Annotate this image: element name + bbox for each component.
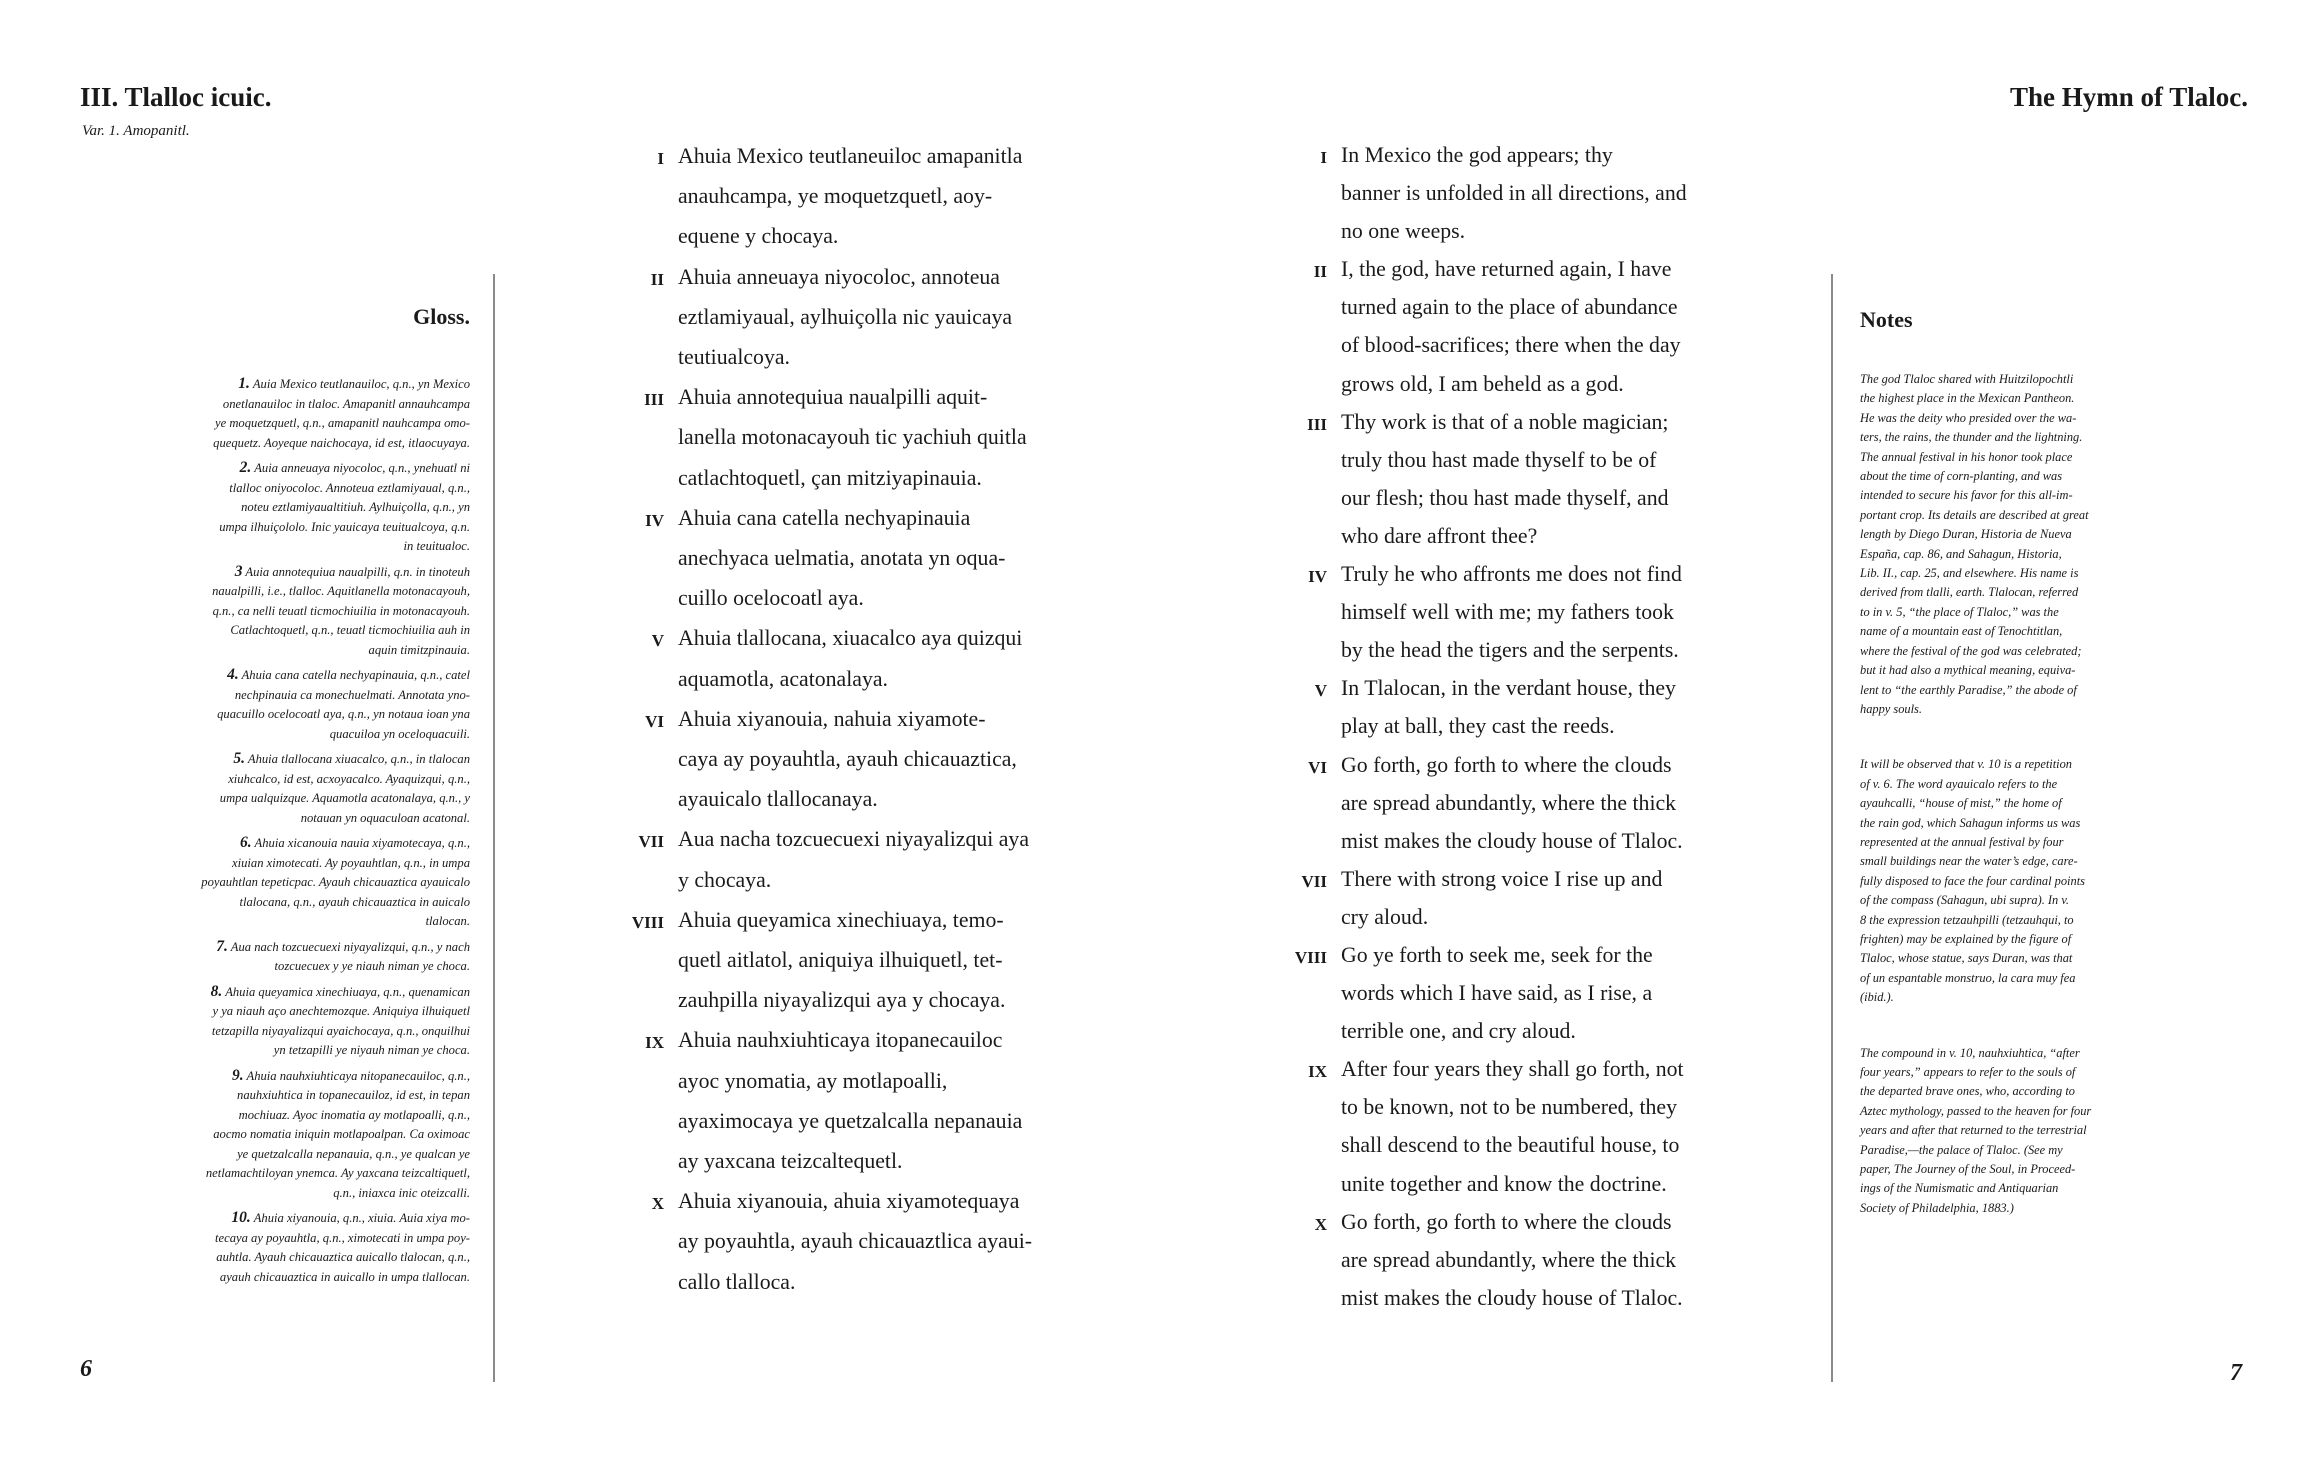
gloss-entry (148, 665, 470, 744)
note-line: but it had also a mythical meaning, equiva- (1860, 663, 2076, 678)
verse-line: Ahuia annotequiua naualpilli aquit- (678, 385, 988, 410)
note-line: España, cap. 86, and Sahagun, Historia, (1860, 546, 2062, 561)
gloss-column (148, 374, 470, 1292)
gloss-text: Aua nach tozcuecuexi niyayalizqui, q.n., y nach (230, 939, 470, 954)
verse (1275, 746, 1901, 860)
verse (612, 618, 1238, 698)
gloss-line (148, 414, 470, 434)
note-line: The god Tlaloc shared with Huitzilopochtli (1860, 372, 2074, 386)
gloss-text: nauhxiuhtica in topanecauiloz, id est, in tepan (237, 1088, 470, 1102)
gloss-text: Ahuia cana catella nechyapinauia, q.n., catel (241, 668, 470, 682)
verse-line: There with strong voice I rise up and (1341, 866, 1663, 891)
gloss-entry-number: 7. (216, 937, 228, 955)
gloss-line (148, 498, 470, 518)
left-column-divider (493, 274, 495, 1382)
note-line: portant crop. Its details are described at great (1860, 507, 2089, 522)
verse-number: V (1314, 681, 1327, 701)
verse-line: who dare affront thee? (1341, 523, 1538, 548)
verse-line: to be known, not to be numbered, they (1341, 1095, 1677, 1120)
gloss-text: ye moquetzquetl, q.n., amapanitl nauhcampa omo- (215, 416, 470, 430)
verse-line: catlachtoquetl, çan mitziyapinauia. (678, 465, 982, 490)
verse-number: VI (1308, 757, 1327, 777)
gloss-line (148, 458, 470, 479)
note-line: The compound in v. 10, nauhxiuhtica, “after (1860, 1045, 2080, 1060)
verse-line: shall descend to the beautiful house, to (1341, 1133, 1680, 1158)
verse-line: equene y chocaya. (678, 224, 839, 249)
verse-number: IV (1308, 567, 1327, 587)
verse-line: turned again to the place of abundance (1341, 295, 1678, 320)
verse-line: mist makes the cloudy house of Tlaloc. (1341, 828, 1683, 853)
gloss-text: Auia annotequiua naualpilli, q.n. in tinoteuh (245, 564, 470, 579)
gloss-line (148, 1164, 470, 1184)
gloss-line (148, 665, 470, 686)
verse (1275, 1203, 1901, 1317)
gloss-text: nechpinauia ca monechuelmati. Annotata yno- (234, 687, 470, 702)
verse-line: are spread abundantly, where the thick (1341, 1247, 1677, 1272)
gloss-line (148, 1248, 470, 1268)
verse-line: mist makes the cloudy house of Tlaloc. (1341, 1285, 1683, 1310)
verse-line: words which I have said, as I rise, a (1341, 981, 1653, 1006)
verse-number: X (1314, 1214, 1327, 1234)
verse-line: ayoc ynomatia, ay motlapoalli, (678, 1068, 948, 1093)
verse-line: teutiualcoya. (678, 345, 790, 370)
gloss-text: aocmo nomatia iniquin motlapoalpan. Ca oximoac (213, 1127, 470, 1141)
verse-line: lanella motonacayouh tic yachiuh quitla (678, 425, 1027, 450)
verse-line: Ahuia Mexico teutlaneuiloc amapanitla (678, 144, 1023, 168)
gloss-line (148, 770, 470, 790)
gloss-line (148, 602, 470, 622)
gloss-text: onetlanauiloc in tlaloc. Amapanitl annauhcampa (222, 396, 470, 411)
verse-line: Go forth, go forth to where the clouds (1341, 1209, 1672, 1234)
gloss-entry-number: 1. (238, 375, 250, 392)
verse-line: aquamotla, acatonalaya. (678, 666, 888, 691)
verse-line: quetl aitlatol, aniquiya ilhuiquetl, tet- (678, 948, 1003, 973)
verse (612, 1181, 1238, 1302)
left-page-number: 6 (80, 1356, 92, 1382)
note-paragraph (1860, 755, 2122, 1007)
gloss-text: xiuian ximotecati. Ay poyauhtlan, q.n., in umpa (232, 855, 470, 870)
verse-line: ayaximocaya ye quetzalcalla nepanauia (678, 1108, 1023, 1133)
verse-number: III (1307, 414, 1327, 434)
verse-line: callo tlalloca. (678, 1269, 796, 1294)
verse (612, 900, 1238, 1021)
verse-line: Ahuia xiyanouia, ahuia xiyamotequaya (678, 1189, 1020, 1214)
gloss-entry (148, 982, 470, 1061)
gloss-entry (148, 562, 470, 661)
gloss-text: quacuiloa yn oceloquacuili. (329, 726, 470, 741)
gloss-entry-number: 9. (231, 1066, 244, 1084)
note-line: years and after that returned to the terrestrial (1860, 1123, 2087, 1138)
gloss-text: aquin timitzpinauia. (368, 642, 470, 657)
gloss-line (148, 893, 470, 913)
gloss-line (148, 1268, 470, 1288)
verse (612, 498, 1238, 619)
verse-line: Ahuia tlallocana, xiuacalco aya quizqui (678, 626, 1023, 651)
gloss-line (148, 982, 470, 1003)
note-line: (ibid.). (1860, 990, 1894, 1005)
gloss-text: ye quetzalcalla nepanauia, q.n., ye qualcan ye (237, 1146, 470, 1161)
note-line: It will be observed that v. 10 is a repetition (1860, 757, 2072, 772)
note-line: the departed brave ones, who, according to (1860, 1084, 2075, 1099)
gloss-text: tlalocan. (425, 914, 470, 928)
note-line: the rain god, which Sahagun informs us was (1860, 815, 2081, 830)
right-page-number: 7 (2230, 1360, 2242, 1386)
note-line: frighten) may be explained by the figure of (1860, 931, 2072, 946)
gloss-line (148, 1041, 470, 1061)
verse-line: ay poyauhtla, ayauh chicauaztlica ayaui- (678, 1229, 1033, 1254)
verse-line: caya ay poyauhtla, ayauh chicauaztica, (678, 747, 1017, 772)
verse-number: II (650, 269, 664, 289)
verse-line: After four years they shall go forth, not (1341, 1057, 1684, 1082)
note-line: small buildings near the water’s edge, care- (1860, 854, 2078, 869)
verse-number: VI (645, 711, 664, 731)
verse-number: VII (1301, 871, 1327, 891)
gloss-text: tlalocana, q.n., ayauh chicauaztica in auicalo (239, 894, 470, 909)
english-verse-column (1275, 136, 1901, 1317)
verse-line: eztlamiyaual, aylhuiçolla nic yauicaya (678, 304, 1013, 329)
verse-line: Go ye forth to seek me, seek for the (1341, 942, 1653, 967)
gloss-entry (148, 833, 470, 932)
note-paragraph (1860, 1044, 2122, 1219)
gloss-text: umpa ualquizque. Aquamotla acatonalaya, q.n., y (219, 791, 470, 805)
gloss-text: Ahuia queyamica xinechiuaya, q.n., quenamican (225, 984, 470, 999)
gloss-text: noteu eztlamiyaualtitiuh. Aylhuiçolla, q.n., yn (241, 500, 470, 514)
verse (612, 699, 1238, 820)
verse-number: IX (1308, 1062, 1327, 1082)
gloss-text: poyauhtlan tepeticpac. Ayauh chicauaztica ayauicalo (201, 875, 470, 889)
right-page-title: The Hymn of Tlaloc. (2009, 82, 2248, 112)
gloss-line (148, 912, 470, 932)
note-line: length by Diego Duran, Historia de Nueva (1860, 527, 2072, 542)
verse-line: cuillo ocelocoatl aya. (678, 586, 864, 611)
note-line: the highest place in the Mexican Pantheon. (1860, 391, 2075, 406)
gloss-text: auhtla. Ayauh chicauaztica auicallo tlalocan, q.n., (216, 1250, 470, 1264)
verse-line: Ahuia anneuaya niyocoloc, annoteua (678, 264, 1000, 289)
note-line: name of a mountain east of Tenochtitlan, (1860, 624, 2063, 639)
gloss-line (148, 1125, 470, 1145)
note-line: represented at the annual festival by four (1860, 834, 2064, 849)
note-line: derived from tlalli, earth. Tlalocan, referred (1860, 585, 2079, 600)
verse-line: cry aloud. (1341, 904, 1429, 929)
gloss-text: Ahuia nauhxiuhticaya nitopanecauiloc, q.n., (246, 1068, 470, 1083)
note-line: happy souls. (1860, 701, 1922, 716)
note-line: lent to “the earthly Paradise,” the abode of (1860, 682, 2077, 697)
verse-number: I (657, 149, 664, 168)
verse-number: VII (638, 832, 664, 852)
verse-line: Truly he who affronts me does not find (1341, 562, 1682, 587)
gloss-line (148, 725, 470, 745)
gloss-line (148, 833, 470, 854)
note-line: Lib. II., cap. 25, and elsewhere. His name is (1860, 566, 2079, 581)
note-line: fully disposed to face the four cardinal points (1860, 873, 2085, 888)
gloss-line (148, 1066, 470, 1087)
verse-number: II (1313, 262, 1327, 282)
verse (1275, 936, 1901, 1050)
note-line: ings of the Numismatic and Antiquarian (1860, 1181, 2059, 1196)
gloss-line (148, 621, 470, 641)
gloss-line (148, 562, 470, 583)
verse-number: IX (645, 1033, 664, 1053)
verse (1275, 403, 1901, 555)
note-line: ayauhcalli, “house of mist,” the home of (1860, 796, 2062, 811)
gloss-line (148, 582, 470, 602)
gloss-line (148, 395, 470, 415)
gloss-line (148, 873, 470, 893)
verse-line: In Mexico the god appears; thy (1341, 143, 1613, 167)
gloss-text: mochiuaz. Ayoc inomatia ay motlapoalli, q.n., (238, 1107, 470, 1122)
verse-number: X (651, 1194, 664, 1214)
note-line: about the time of corn-planting, and was (1860, 469, 2063, 484)
gloss-text: quacuillo ocelocoatl aya, q.n., yn notaua ioan yna (217, 707, 470, 721)
gloss-entry-number: 2. (239, 459, 252, 476)
gloss-entry (148, 937, 470, 977)
note-line: where the festival of the god was celebrated; (1860, 643, 2082, 658)
verse (1275, 250, 1901, 402)
verse (612, 377, 1238, 498)
gloss-line (148, 1208, 470, 1229)
gloss-text: in teuitualoc. (403, 539, 470, 553)
gloss-text: q.n., ca nelli teuatl ticmochiuilia in motonacayouh. (212, 603, 470, 618)
note-line: The annual festival in his honor took place (1860, 449, 2073, 464)
verse-number: V (651, 631, 664, 651)
note-line: Tlaloc, whose statue, says Duran, was that (1860, 951, 2073, 966)
verse-number: VIII (1294, 947, 1327, 967)
gloss-line (148, 789, 470, 809)
verse (1275, 860, 1901, 936)
gloss-entry (148, 374, 470, 453)
verse-line: banner is unfolded in all directions, and (1341, 181, 1687, 206)
gloss-text: tozcuecuex y ye niauh niman ye choca. (274, 959, 470, 973)
verse-line: Ahuia cana catella nechyapinauia (678, 505, 971, 530)
note-line: 8 the expression tetzauhpilli (tetzauhqui, to (1860, 912, 2074, 927)
verse-number: IV (645, 510, 664, 530)
gloss-text: tecaya ay poyauhtla, q.n., ximotecati in umpa poy- (215, 1230, 470, 1245)
gloss-line (148, 1229, 470, 1249)
verse-line: Ahuia nauhxiuhticaya itopanecauiloc (678, 1028, 1003, 1053)
note-line: paper, The Journey of the Soul, in Proceed- (1860, 1162, 2076, 1177)
gloss-line (148, 537, 470, 557)
verse-number: III (644, 390, 664, 410)
verse-line: ayauicalo tlallocanaya. (678, 787, 878, 812)
notes-column (1860, 370, 2122, 1254)
verse-number: VIII (631, 912, 664, 932)
verse (612, 1020, 1238, 1181)
gloss-line (148, 641, 470, 661)
gloss-line (148, 434, 470, 454)
gloss-text: tlalloc oniyocoloc. Annoteua eztlamiyaual, q.n., (229, 480, 470, 495)
verse-line: terrible one, and cry aloud. (1341, 1019, 1576, 1044)
verse-line: himself well with me; my fathers took (1341, 600, 1674, 625)
verse (612, 819, 1238, 899)
verse-line: Ahuia xiyanouia, nahuia xiyamote- (678, 706, 986, 731)
gloss-line (148, 1086, 470, 1106)
gloss-text: Catlachtoquetl, q.n., teuatl ticmochiuilia auh in (230, 623, 470, 637)
verse-line: anechyaca uelmatia, anotata yn oqua- (678, 546, 1006, 571)
gloss-entry (148, 458, 470, 557)
verse-number: I (1320, 148, 1327, 167)
verse (1275, 669, 1901, 745)
verse-line: Aua nacha tozcuecuexi niyayalizqui aya (678, 827, 1029, 852)
gloss-entry (148, 749, 470, 828)
verse-line: our flesh; thou hast made thyself, and (1341, 485, 1669, 510)
gloss-line (148, 479, 470, 499)
variant-line: Var. 1. Amopanitl. (82, 123, 190, 139)
gloss-text: netlamachtiloyan ynemca. Ay yaxcana teizcaltiquetl, (205, 1166, 470, 1180)
verse-line: by the head the tigers and the serpents. (1341, 638, 1679, 663)
verse-line: unite together and know the doctrine. (1341, 1171, 1667, 1196)
verse-line: anauhcampa, ye moquetzquetl, aoy- (678, 184, 993, 209)
gloss-text: tetzapilla niyayalizqui ayaichocaya, q.n., onquilhui (211, 1023, 470, 1038)
gloss-line (148, 1145, 470, 1165)
gloss-entry-number: 8. (210, 982, 223, 1000)
gloss-entry-number: 3 (234, 562, 243, 580)
note-line: intended to secure his favor for this all-im- (1860, 488, 2073, 503)
gloss-text: yn tetzapilli ye niyauh niman ye choca. (273, 1043, 470, 1057)
gloss-entry (148, 1208, 470, 1287)
verse-line: truly thou hast made thyself to be of (1341, 447, 1657, 472)
note-paragraph (1860, 370, 2122, 719)
verse-line: Go forth, go forth to where the clouds (1341, 752, 1672, 777)
gloss-text: ayauh chicauaztica in auicallo in umpa tlallocan. (219, 1269, 470, 1284)
gloss-text: quequetz. Aoyeque naichocaya, id est, itlaocuyaya. (213, 435, 470, 450)
gloss-entry-number: 4. (227, 666, 239, 683)
gloss-text: Auia Mexico teutlanauiloc, q.n., yn Mexico (252, 377, 470, 391)
gloss-text: Auia anneuaya niyocoloc, q.n., ynehuatl ni (254, 461, 470, 475)
verse (1275, 555, 1901, 669)
gloss-line (148, 374, 470, 395)
gloss-line (148, 1002, 470, 1022)
verse-line: no one weeps. (1341, 219, 1466, 244)
verse-line: I, the god, have returned again, I have (1341, 257, 1672, 282)
gloss-heading: Gloss. (413, 304, 470, 329)
gloss-line (148, 1184, 470, 1204)
note-line: Paradise,—the palace of Tlaloc. (See my (1860, 1142, 2063, 1157)
gloss-entry-number: 5. (233, 750, 245, 767)
gloss-entry-number: 10. (231, 1209, 251, 1226)
gloss-text: y ya niauh aço anechtemozque. Aniquiya ilhuiquetl (212, 1004, 470, 1018)
verse-line: of blood-sacrifices; there when the day (1341, 333, 1681, 358)
gloss-line (148, 854, 470, 874)
gloss-text: naualpilli, i.e., tlalloc. Aquitlanella motonacayouh, (212, 584, 470, 598)
gloss-text: Ahuia xiyanouia, q.n., xiuia. Auia xiya mo- (253, 1211, 470, 1225)
gloss-line (148, 957, 470, 977)
gloss-text: umpa ilhuiçololo. Inic yauicaya teuitualcoya, q.n. (219, 519, 470, 534)
note-line: four years,” appears to refer to the souls of (1860, 1065, 2076, 1079)
note-line: Society of Philadelphia, 1883.) (1860, 1200, 2014, 1215)
gloss-line (148, 1106, 470, 1126)
gloss-line (148, 686, 470, 706)
verse-line: In Tlalocan, in the verdant house, they (1341, 676, 1676, 701)
note-line: Aztec mythology, passed to the heaven for four (1860, 1103, 2092, 1118)
gloss-text: notauan yn oquaculoan acatonal. (300, 810, 470, 825)
gloss-text: Ahuia tlallocana xiuacalco, q.n., in tlalocan (247, 752, 470, 766)
note-line: of the compass (Sahagun, ubi supra). In v. (1860, 893, 2070, 908)
verse-line: zauhpilla niyayalizqui aya y chocaya. (678, 988, 1006, 1013)
gloss-entry (148, 1066, 470, 1204)
note-line: ters, the rains, the thunder and the lightning. (1860, 430, 2083, 445)
verse-line: Ahuia queyamica xinechiuaya, temo- (678, 907, 1004, 932)
gloss-text: xiuhcalco, id est, acxoyacalco. Ayaquizqui, q.n., (228, 771, 470, 786)
note-line: of v. 6. The word ayauicalo refers to the (1860, 776, 2058, 791)
gloss-text: Ahuia xicanouia nauia xiyamotecaya, q.n., (254, 836, 470, 850)
gloss-text: q.n., iniaxca inic oteizcalli. (333, 1185, 470, 1200)
verse-line: y chocaya. (678, 867, 772, 892)
nahuatl-verse-column (612, 136, 1238, 1302)
verse (1275, 1050, 1901, 1202)
gloss-line (148, 937, 470, 958)
verse (612, 257, 1238, 378)
left-page-title: III. Tlalloc icuic. (80, 82, 272, 112)
gloss-line (148, 809, 470, 829)
note-line: He was the deity who presided over the wa- (1860, 410, 2077, 425)
gloss-line (148, 749, 470, 770)
gloss-entry-number: 6. (240, 834, 252, 851)
notes-heading: Notes (1860, 307, 1913, 332)
verse-line: are spread abundantly, where the thick (1341, 790, 1677, 815)
verse-line: Thy work is that of a noble magician; (1341, 409, 1669, 434)
gloss-line (148, 518, 470, 538)
note-line: of un espantable monstruo, la cara muy fea (1860, 970, 2076, 985)
gloss-line (148, 1022, 470, 1042)
verse (612, 136, 1238, 257)
verse (1275, 136, 1901, 250)
note-line: to in v. 5, “the place of Tlaloc,” was the (1860, 604, 2059, 619)
verse-line: play at ball, they cast the reeds. (1341, 714, 1615, 739)
verse-line: ay yaxcana teizcaltequetl. (678, 1149, 903, 1174)
gloss-line (148, 705, 470, 725)
verse-line: grows old, I am beheld as a god. (1341, 371, 1624, 396)
